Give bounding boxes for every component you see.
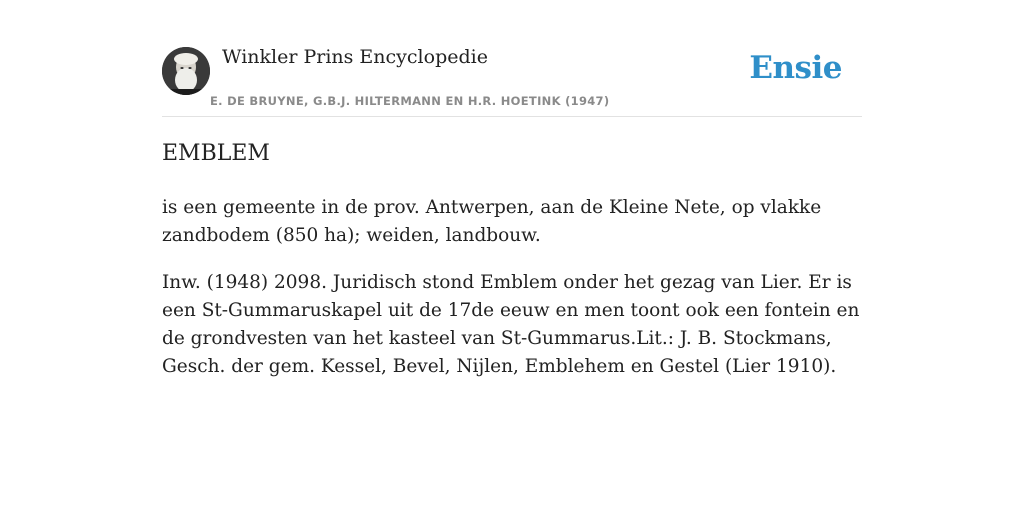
article-paragraph: is een gemeente in de prov. Antwerpen, aan de Kleine Nete, op vlakke zandbodem (850 ha); weiden, landbouw. bbox=[162, 197, 822, 246]
site-title[interactable]: Winkler Prins Encyclopedie bbox=[222, 46, 488, 68]
authors-line: E. DE BRUYNE, G.B.J. HILTERMANN EN H.R. HOETINK (1947) bbox=[210, 94, 610, 108]
author-avatar[interactable] bbox=[162, 47, 210, 95]
site-header bbox=[162, 0, 862, 117]
article-title: EMBLEM bbox=[162, 141, 270, 166]
article bbox=[162, 138, 862, 400]
ensie-logo[interactable]: Ensie bbox=[749, 50, 842, 86]
article-paragraph: Inw. (1948) 2098. Juridisch stond Emblem onder het gezag van Lier. Er is een St-Gummaruskapel uit de 17de eeuw en men toont ook een fontein en de grondvesten van het kasteel van St-Gummarus.Lit.: J. B. Stockmans, Gesch. der gem. Kessel, Bevel, Nijlen, Emblehem en Gestel (Lier 1910). bbox=[162, 272, 860, 377]
portrait-icon bbox=[162, 47, 210, 95]
